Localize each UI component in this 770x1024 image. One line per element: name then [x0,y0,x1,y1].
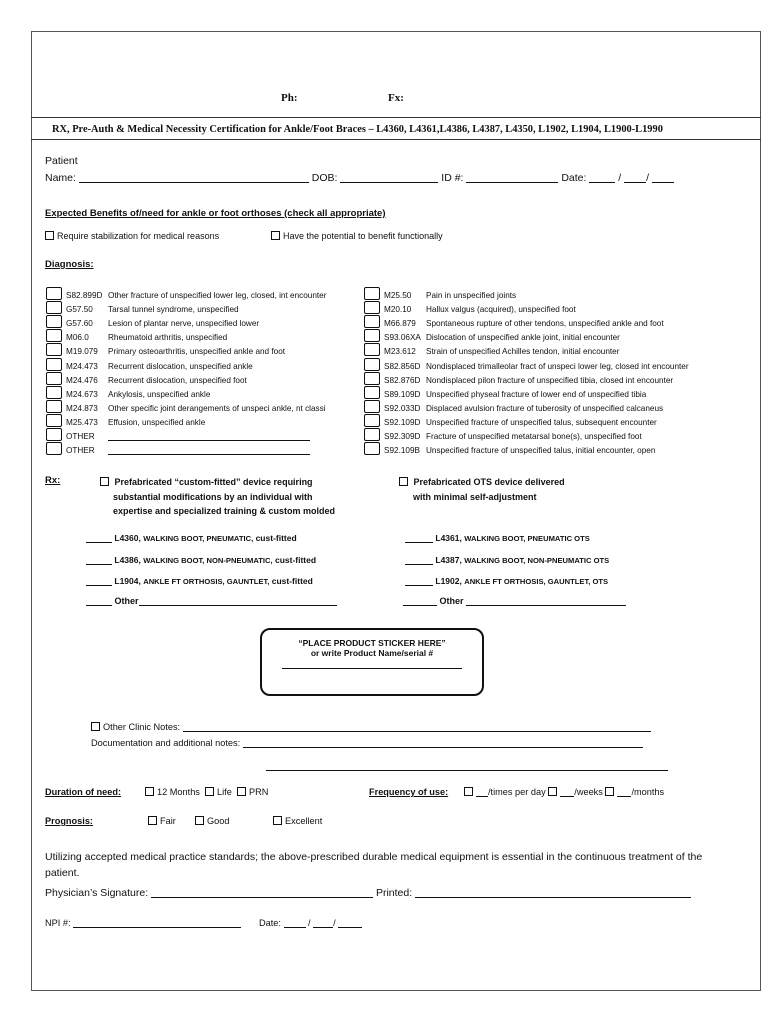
diagnosis-item[interactable] [364,287,516,300]
duration-life[interactable]: Life [205,787,232,797]
printed-field[interactable] [415,897,691,898]
freq-per-day[interactable]: /times per day [464,787,546,797]
diagnosis-item[interactable] [46,442,310,455]
checkbox-icon[interactable] [364,343,380,356]
diagnosis-description: Primary osteoarthritis, unspecified ankle and foot [108,347,286,357]
divider [31,117,761,118]
printed-label: Printed: [375,887,413,899]
checkbox-icon[interactable] [46,358,62,371]
diagnosis-item[interactable] [46,386,210,399]
rx-label: Rx: [45,475,61,486]
rx-suffix: cust-fitted [255,533,297,543]
diagnosis-item[interactable] [364,315,664,328]
rx-description: WALKING BOOT, PNEUMATIC OTS [464,534,590,543]
diagnosis-code: M25.473 [66,417,98,427]
rx-other-right[interactable]: Other [403,596,626,606]
freq-months[interactable]: /months [605,787,664,797]
diagnosis-item[interactable] [364,386,646,399]
diagnosis-description: Displaced avulsion fracture of tuberosity of unspecified calcaneus [426,403,664,413]
npi-label: NPI #: [45,918,71,928]
clinic-notes-row[interactable]: Other Clinic Notes: [91,722,651,732]
diagnosis-description: Unspecified fracture of unspecified talus, initial encounter, open [426,446,656,456]
diagnosis-item[interactable] [46,414,205,427]
npi-row: NPI #: Date: / / [45,918,362,928]
checkbox-icon[interactable] [46,301,62,314]
dob-label: DOB: [311,172,338,184]
benefit-option-1[interactable]: Require stabilization for medical reasons [45,231,219,241]
duration-label: Duration of need: [45,787,122,797]
diagnosis-item[interactable] [364,442,655,455]
diagnosis-item[interactable] [46,343,285,356]
checkbox-icon[interactable] [364,400,380,413]
checkbox-icon[interactable] [46,287,62,300]
diagnosis-item[interactable] [364,329,620,342]
diagnosis-description: Effusion, unspecified ankle [108,417,206,427]
diagnosis-description: Recurrent dislocation, unspecified ankle [108,361,253,371]
diagnosis-description: Pain in unspecified joints [426,291,517,300]
ots-option[interactable]: Prefabricated OTS device delivered with minimal self-adjustment [413,475,565,504]
diagnosis-code: M24.673 [66,389,98,399]
rx-qty-field[interactable] [405,564,433,565]
rx-qty-field[interactable] [86,585,112,586]
date-day-field[interactable] [624,182,646,183]
diagnosis-code: M66.879 [384,319,416,329]
checkbox-icon[interactable] [364,386,380,399]
duration-options [145,787,268,797]
duration-12-months[interactable]: 12 Months [145,787,200,797]
form-title: RX, Pre-Auth & Medical Necessity Certification for Ankle/Foot Braces – L4360, L4361,L4386, L4387, L4350, L1902, L1904, L1900-L1990 [52,124,663,135]
checkbox-icon[interactable] [46,315,62,328]
npi-date-year[interactable] [338,927,362,928]
other-diagnosis-field[interactable] [108,440,310,441]
rx-description: ANKLE FT ORTHOSIS, GAUNTLET, OTS [464,577,609,586]
prognosis-excellent[interactable]: Excellent [273,816,322,826]
diagnosis-item[interactable] [46,358,253,371]
rx-code: L4361, [435,533,462,543]
diagnosis-description: Unspecified physeal fracture of lower end of unspecified tibia [426,389,647,399]
diagnosis-item[interactable] [46,428,310,441]
diagnosis-code: M24.473 [66,361,98,371]
diagnosis-description: Other specific joint derangements of unspeci ankle, nt classi [108,403,326,413]
checkbox-icon[interactable] [364,372,380,385]
checkbox-icon[interactable] [364,428,380,441]
checkbox-icon[interactable] [271,231,280,240]
diagnosis-item[interactable] [364,358,689,371]
checkbox-icon[interactable] [364,287,380,300]
diagnosis-code: G57.60 [66,319,93,329]
checkbox-icon[interactable] [46,343,62,356]
rx-item[interactable] [405,533,590,543]
rx-code: L4386, [114,554,141,565]
diagnosis-description: Other fracture of unspecified lower leg, closed, int encounter [108,291,327,300]
dob-field[interactable] [340,182,438,183]
diagnosis-code: G57.50 [66,305,93,315]
diagnosis-item[interactable] [364,414,657,427]
checkbox-icon[interactable] [46,428,62,441]
rx-other-left[interactable]: Other [86,596,337,606]
diagnosis-description: Nondisplaced trimalleolar fract of unspeci lower leg, closed int encounter [426,361,689,371]
checkbox-icon[interactable] [91,722,100,731]
diagnosis-code: S92.109D [384,417,421,427]
benefit-option-2[interactable]: Have the potential to benefit functionally [271,231,443,241]
diagnosis-code: M23.612 [384,347,416,357]
rx-suffix: cust-fitted [271,576,313,586]
rx-qty-field[interactable] [86,564,112,565]
diagnosis-description: Lesion of plantar nerve, unspecified lower [108,319,260,329]
checkbox-icon[interactable] [46,442,62,455]
diagnosis-description: Strain of unspecified Achilles tendon, initial encounter [426,347,620,357]
id-field[interactable] [466,182,558,183]
diagnosis-code: S82.876D [384,375,421,385]
checkbox-icon[interactable] [364,315,380,328]
rx-suffix: cust-fitted [274,554,317,565]
divider [31,139,761,140]
checkbox-icon[interactable] [364,301,380,314]
diagnosis-description: Ankylosis, unspecified ankle [108,389,211,399]
npi-field[interactable] [73,927,241,928]
signature-label: Physician’s Signature: [45,887,149,899]
rx-code: L4360, [114,533,141,543]
checkbox-icon[interactable] [46,329,62,342]
signature-row [45,887,691,899]
diagnosis-heading: Diagnosis: [45,259,94,270]
diagnosis-description: Rheumatoid arthritis, unspecified [108,333,228,343]
diagnosis-code: S93.06XA [384,333,421,343]
diagnosis-description: Fracture of unspecified metatarsal bone(s), unspecified foot [426,432,642,441]
product-sticker-box[interactable]: “PLACE PRODUCT STICKER HERE” or write Product Name/serial # [260,628,484,696]
diagnosis-item[interactable] [364,301,576,314]
diagnosis-item[interactable] [46,372,247,385]
necessity-statement: Utilizing accepted medical practice standards; the above-prescribed durable medical equipment is essential in the continuous treatment of the patient. [45,851,703,879]
id-label: ID #: [441,172,464,184]
rx-description: WALKING BOOT, PNEUMATIC, [143,534,254,543]
diagnosis-description: Nondisplaced pilon fracture of unspecified tibia, closed int encounter [426,375,674,385]
npi-date-label: Date: [258,918,281,928]
rx-item[interactable] [405,555,609,565]
date-month-field[interactable] [589,182,615,183]
diagnosis-description: Tarsal tunnel syndrome, unspecified [108,305,239,315]
fax-label: Fx: [388,92,404,104]
rx-code: L4387, [435,554,462,565]
diagnosis-code: S82.899D [66,291,103,300]
diagnosis-item[interactable] [46,400,326,413]
diagnosis-item[interactable] [46,287,326,300]
diagnosis-item[interactable] [46,315,259,328]
diagnosis-code: M24.873 [66,403,98,413]
rx-qty-field[interactable] [405,542,433,543]
name-label: Name: [45,172,76,184]
rx-qty-field[interactable] [86,542,112,543]
duration-prn[interactable]: PRN [237,787,268,797]
diagnosis-code: S92.309D [384,432,421,441]
diagnosis-code: M20.10 [384,305,412,315]
rx-qty-field[interactable] [405,585,433,586]
checkbox-icon[interactable] [46,400,62,413]
rx-item[interactable] [405,576,608,586]
checkbox-icon[interactable] [100,477,109,486]
rx-item[interactable] [86,576,313,586]
checkbox-icon[interactable] [46,372,62,385]
signature-field[interactable] [151,897,373,898]
rx-description: WALKING BOOT, NON-PNEUMATIC OTS [464,555,610,565]
other-diagnosis-field[interactable] [108,454,310,455]
diagnosis-item[interactable] [46,301,239,314]
diagnosis-code: OTHER [66,432,95,441]
rx-description: ANKLE FT ORTHOSIS, GAUNTLET, [143,577,270,586]
patient-row: Name: DOB: ID #: Date: / / [45,172,674,184]
diagnosis-description: Recurrent dislocation, unspecified foot [108,375,247,385]
documentation-row[interactable]: Documentation and additional notes: [91,738,643,748]
checkbox-icon[interactable] [364,442,380,455]
rx-item[interactable] [86,533,297,543]
checkbox-icon[interactable] [46,386,62,399]
diagnosis-code: S89.109D [384,389,421,399]
prognosis-label: Prognosis: [45,816,93,826]
diagnosis-item[interactable] [364,400,663,413]
diagnosis-code: M25.50 [384,291,412,300]
diagnosis-item[interactable] [364,343,619,356]
diagnosis-item[interactable] [364,372,673,385]
checkbox-icon[interactable] [399,477,408,486]
patient-label: Patient [45,155,78,167]
date-year-field[interactable] [652,182,674,183]
diagnosis-code: OTHER [66,446,95,456]
npi-date-month[interactable] [284,927,306,928]
rx-description: WALKING BOOT, NON-PNEUMATIC, [143,555,273,565]
freq-weeks[interactable]: /weeks [548,787,603,797]
name-field[interactable] [79,182,309,183]
custom-fitted-option[interactable]: Prefabricated “custom-fitted” device requiring substantial modifications by an individual with expertise and specialized training & custom molded [100,475,335,519]
diagnosis-code: S92.109B [384,446,420,456]
diagnosis-description: Hallux valgus (acquired), unspecified foot [426,305,576,315]
diagnosis-description: Spontaneous rupture of other tendons, unspecified ankle and foot [426,319,664,329]
diagnosis-code: S82.856D [384,361,421,371]
npi-date-day[interactable] [313,927,333,928]
checkbox-icon[interactable] [46,414,62,427]
date-label: Date: [561,172,587,184]
prognosis-good[interactable]: Good [195,816,229,826]
diagnosis-item[interactable] [46,329,227,342]
prognosis-fair[interactable]: Fair [148,816,176,826]
phone-label: Ph: [281,92,298,104]
benefits-heading: Expected Benefits of/need for ankle or foot orthoses (check all appropriate) [45,208,386,219]
diagnosis-description: Dislocation of unspecified ankle joint, initial encounter [426,333,620,343]
diagnosis-code: M06.0 [66,333,89,343]
rx-code: L1902, [435,576,462,586]
notes-extra-line[interactable] [266,770,668,771]
serial-line[interactable] [282,668,462,669]
checkbox-icon[interactable] [45,231,54,240]
checkbox-icon[interactable] [364,414,380,427]
frequency-label: Frequency of use: [369,787,449,797]
diagnosis-item[interactable] [364,428,642,441]
diagnosis-code: S92.033D [384,403,421,413]
diagnosis-code: M24.476 [66,375,98,385]
diagnosis-code: M19.079 [66,347,98,357]
rx-item[interactable] [86,555,316,565]
rx-code: L1904, [114,576,141,586]
frequency-options [464,787,664,797]
checkbox-icon[interactable] [364,329,380,342]
diagnosis-description: Unspecified fracture of unspecified talus, subsequent encounter [426,417,657,427]
checkbox-icon[interactable] [364,358,380,371]
